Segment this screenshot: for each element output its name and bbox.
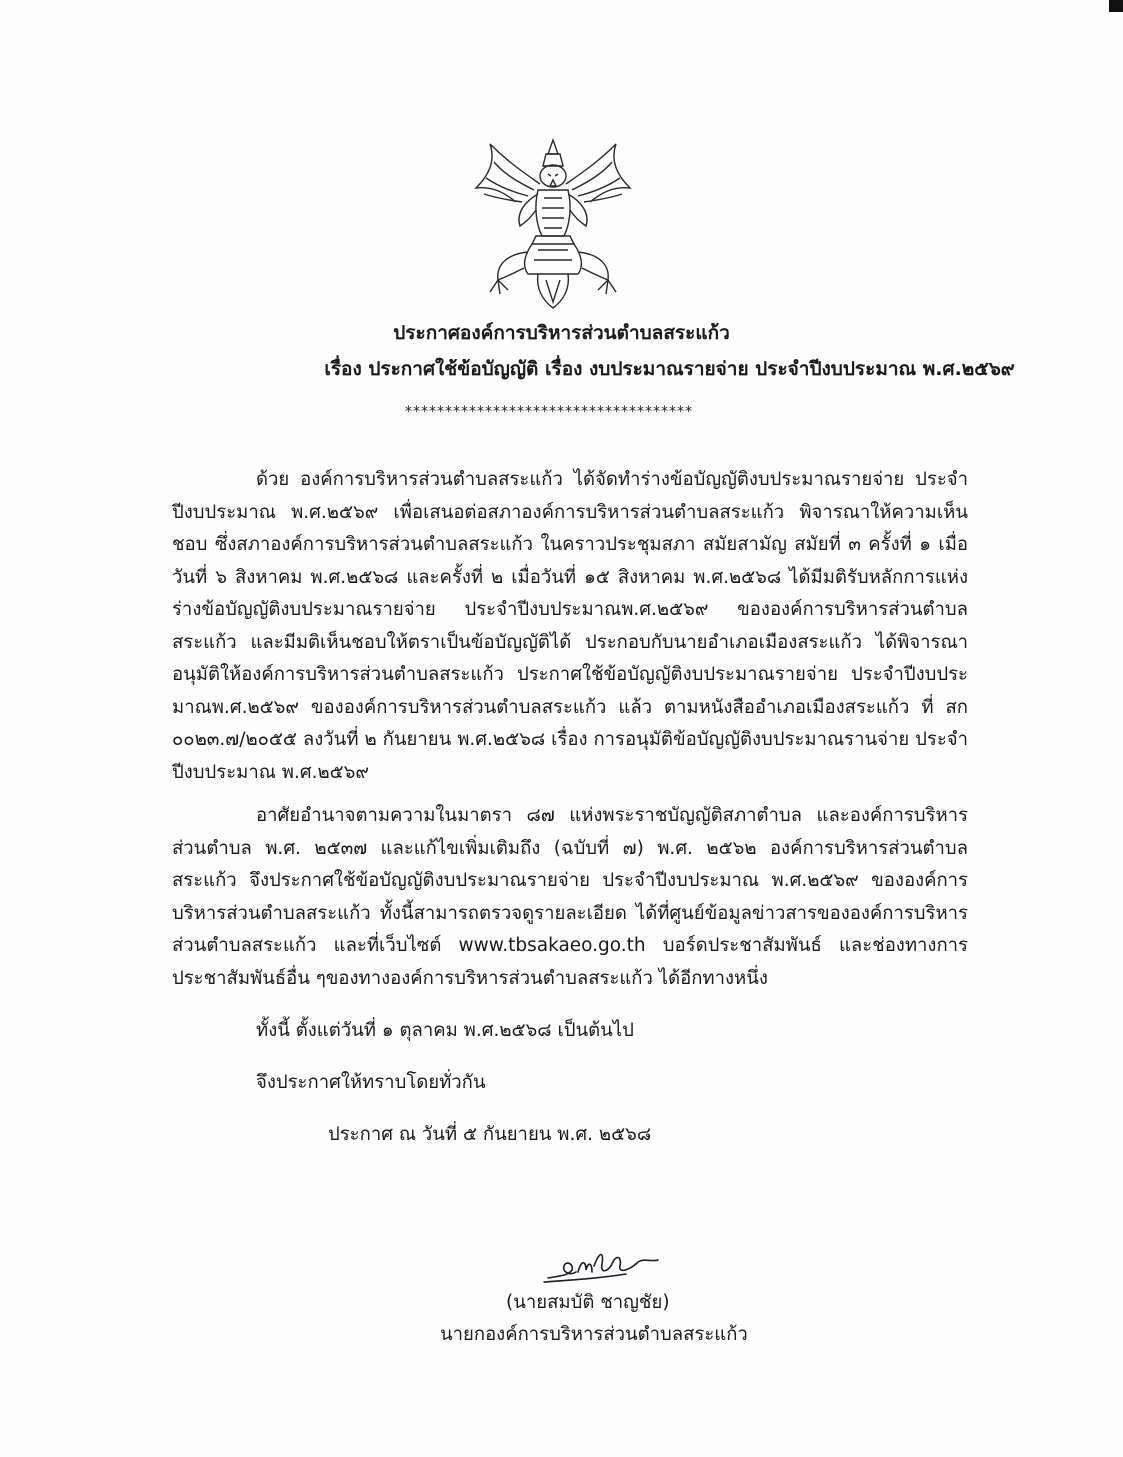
scan-corner-mark xyxy=(1109,0,1123,12)
announcement-subject: เรื่อง ประกาศใช้ข้อบัญญัติ เรื่อง งบประมาณรายจ่าย ประจำปีงบประมาณ พ.ศ.๒๕๖๙ xyxy=(324,358,1015,380)
proclamation-line: จึงประกาศให้ทราบโดยทั่วกัน xyxy=(256,1072,486,1093)
dated-line: ประกาศ ณ วันที่ ๕ กันยายน พ.ศ. ๒๕๖๘ xyxy=(328,1124,652,1145)
handwritten-signature xyxy=(542,1240,682,1290)
garuda-emblem-icon xyxy=(468,132,638,312)
signer-position: นายกองค์การบริหารส่วนตำบลสระแก้ว xyxy=(440,1324,748,1345)
effective-date-line: ทั้งนี้ ตั้งแต่วันที่ ๑ ตุลาคม พ.ศ.๒๕๖๘ เป็นต้นไป xyxy=(256,1020,634,1041)
body-paragraph-2: อาศัยอำนาจตามความในมาตรา ๘๗ แห่งพระราชบัญญัติสภาตำบล และองค์การบริหารส่วนตำบล พ.ศ. ๒๕๓๗ และแก้ไขเพิ่มเติมถึง (ฉบับที่ ๗) พ.ศ. ๒๕๖๒ องค์การบริหารส่วนตำบลสระแก้ว จึงประกาศใช้ข้อบัญญัติงบประมาณรายจ่าย ประจำปีงบประมาณ พ.ศ.๒๕๖๙ ขององค์การบริหารส่วนตำบลสระแก้ว ทั้งนี้สามารถตรวจดูรายละเอียด ได้ที่ศูนย์ข้อมูลข่าวสารขององค์การบริหารส่วนตำบลสระแก้ว และที่เว็บไซต์ www.tbsakaeo.go.th บอร์ดประชาสัมพันธ์ และช่องทางการประชาสัมพันธ์อื่น ๆของทางองค์การบริหารส่วนตำบลสระแก้ว ได้อีกทางหนึ่ง xyxy=(172,805,968,989)
separator-line: ************************************ xyxy=(405,404,693,420)
announcement-title: ประกาศองค์การบริหารส่วนตำบลสระแก้ว xyxy=(393,322,730,344)
signer-name: (นายสมบัติ ชาญชัย) xyxy=(506,1292,670,1313)
body-paragraph-1: ด้วย องค์การบริหารส่วนตำบลสระแก้ว ได้จัดทำร่างข้อบัญญัติงบประมาณรายจ่าย ประจำปีงบประมาณ พ.ศ.๒๕๖๙ เพื่อเสนอต่อสภาองค์การบริหารส่วนตำบลสระแก้ว พิจารณาให้ความเห็นชอบ ซึ่งสภาองค์การบริหารส่วนตำบลสระแก้ว ในคราวประชุมสภา สมัยสามัญ สมัยที่ ๓ ครั้งที่ ๑ เมื่อวันที่ ๖ สิงหาคม พ.ศ.๒๕๖๘ และครั้งที่ ๒ เมื่อวันที่ ๑๕ สิงหาคม พ.ศ.๒๕๖๘ ได้มีมติรับหลักการแห่งร่างข้อบัญญัติงบประมาณรายจ่าย ประจำปีงบประมาณพ.ศ.๒๕๖๙ ขององค์การบริหารส่วนตำบลสระแก้ว และมีมติเห็นชอบให้ตราเป็นข้อบัญญัติได้ ประกอบกับนายอำเภอเมืองสระแก้ว ได้พิจารณาอนุมัติให้องค์การบริหารส่วนตำบลสระแก้ว ประกาศใช้ข้อบัญญัติงบประมาณรายจ่าย ประจำปีงบประมาณพ.ศ.๒๕๖๙ ขององค์การบริหารส่วนตำบลสระแก้ว แล้ว ตามหนังสืออำเภอเมืองสระแก้ว ที่ สก ๐๐๒๓.๗/๒๐๕๕ ลงวันที่ ๒ กันยายน พ.ศ.๒๕๖๘ เรื่อง การอนุมัติข้อบัญญัติงบประมาณรานจ่าย ประจำปีงบประมาณ พ.ศ.๒๕๖๙ xyxy=(172,469,968,783)
